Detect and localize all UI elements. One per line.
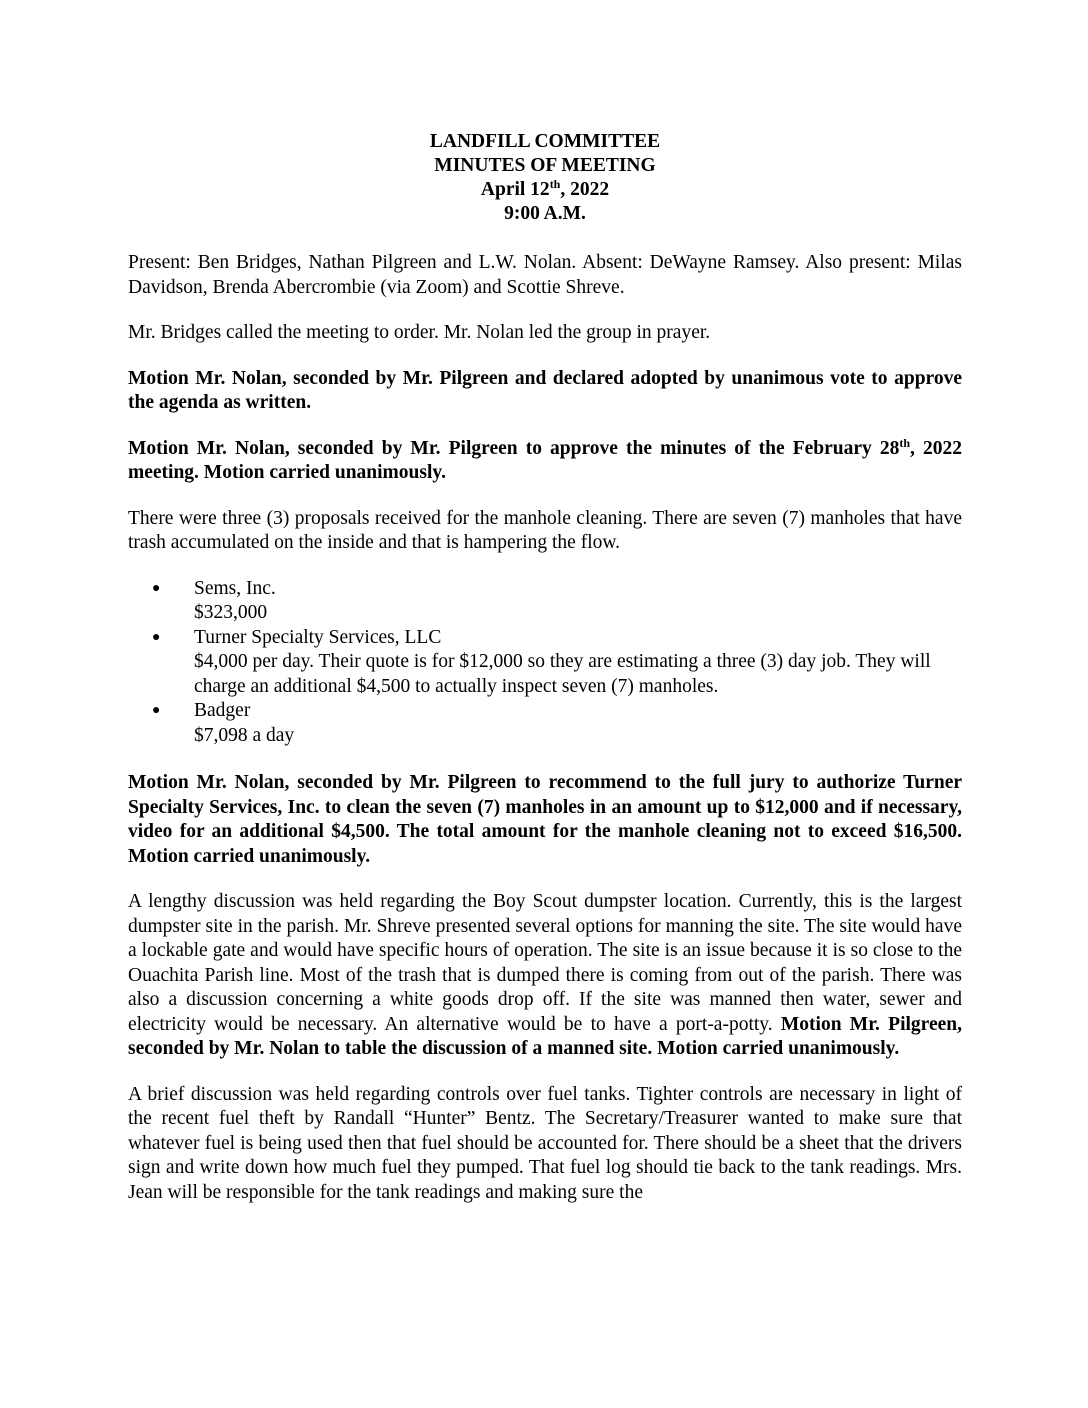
committee-title: LANDFILL COMMITTEE [429,131,661,152]
bullet-icon: ● [152,703,161,718]
proposal-detail: $7,098 a day [194,724,295,746]
motion-minutes: Motion Mr. Nolan, seconded by Mr. Pilgreen to approve the minutes of the February 28th, 2022 meeting. Motion carried unanimously. [128,435,962,483]
proposal-detail: $4,000 per day. Their quote is for $12,000 so they are estimating a three (3) day job. They will charge an additional $4,500 to actually inspect seven (7) manholes. [194,651,931,697]
list-item [128,626,962,700]
proposal-name: Sems, Inc. [194,577,276,599]
proposals-list [128,577,962,749]
proposal-detail: $323,000 [194,602,268,623]
bullet-icon: ● [152,580,161,596]
proposals-intro: There were three (3) proposals received for the manhole cleaning. There are seven (7) manholes that have trash accumulated on the inside and that is hampering the flow. [128,507,962,553]
fuel-paragraph: A brief discussion was held regarding controls over fuel tanks. Tighter controls are necessary in light of the recent fuel theft by Randall “Hunter” Bentz. The Secretary/Treasurer wanted to make sure that whatever fuel is being used then that fuel should be accounted for. There should be a sheet that the drivers sign and write down how much fuel they pumped. That fuel log should tie back to the tank readings. Mrs. Jean will be responsible for the tank readings and making sure the [128,1083,962,1203]
list-item [128,699,962,748]
motion-turner: Motion Mr. Nolan, seconded by Mr. Pilgreen to recommend to the full jury to authorize Turner Specialty Services, Inc. to clean the seven (7) manholes in an amount up to $12,000 and if necessary, video for an additional $4,500. The total amount for the manhole cleaning not to exceed $16,500. Motion carried unanimously. [128,772,962,867]
attendance-paragraph: Present: Ben Bridges, Nathan Pilgreen and L.W. Nolan. Absent: DeWayne Ramsey. Also present: Milas Davidson, Brenda Abercrombie (via Zoom) and Scottie Shreve. [128,252,962,298]
dumpster-motion: Motion Mr. Pilgreen, seconded by Mr. Nolan to table the discussion of a manned site. Motion carried unanimously. [128,1013,962,1059]
minutes-title: MINUTES OF MEETING [434,155,656,176]
call-to-order-paragraph: Mr. Bridges called the meeting to order. Mr. Nolan led the group in prayer. [128,322,711,343]
document-body [128,130,962,1226]
meeting-time: 9:00 A.M. [504,203,586,224]
proposal-name: Turner Specialty Services, LLC [194,626,442,648]
motion-agenda: Motion Mr. Nolan, seconded by Mr. Pilgreen and declared adopted by unanimous vote to approve the agenda as written. [128,367,962,413]
list-item [128,577,962,626]
meeting-date: April 12th, 2022 [480,177,610,200]
dumpster-paragraph: A lengthy discussion was held regarding the Boy Scout dumpster location. Currently, this is the largest dumpster site in the parish. Mr. Shreve presented several options for manning the site. The site would have a lockable gate and would have specific hours of operation. The site is an issue because it is so close to the Ouachita Parish line. Most of the trash that is dumped there is coming from out of the parish. There was also a discussion concerning a white goods drop off. If the site was manned then water, sewer and electricity would be necessary. An alternative would be to have a port-a-potty. Motion Mr. Pilgreen, seconded by Mr. Nolan to table the discussion of a manned site. Motion carried unanimously. [128,891,962,1059]
bullet-icon: ● [152,629,161,645]
proposal-name: Badger [194,700,251,721]
document-header [128,130,962,226]
